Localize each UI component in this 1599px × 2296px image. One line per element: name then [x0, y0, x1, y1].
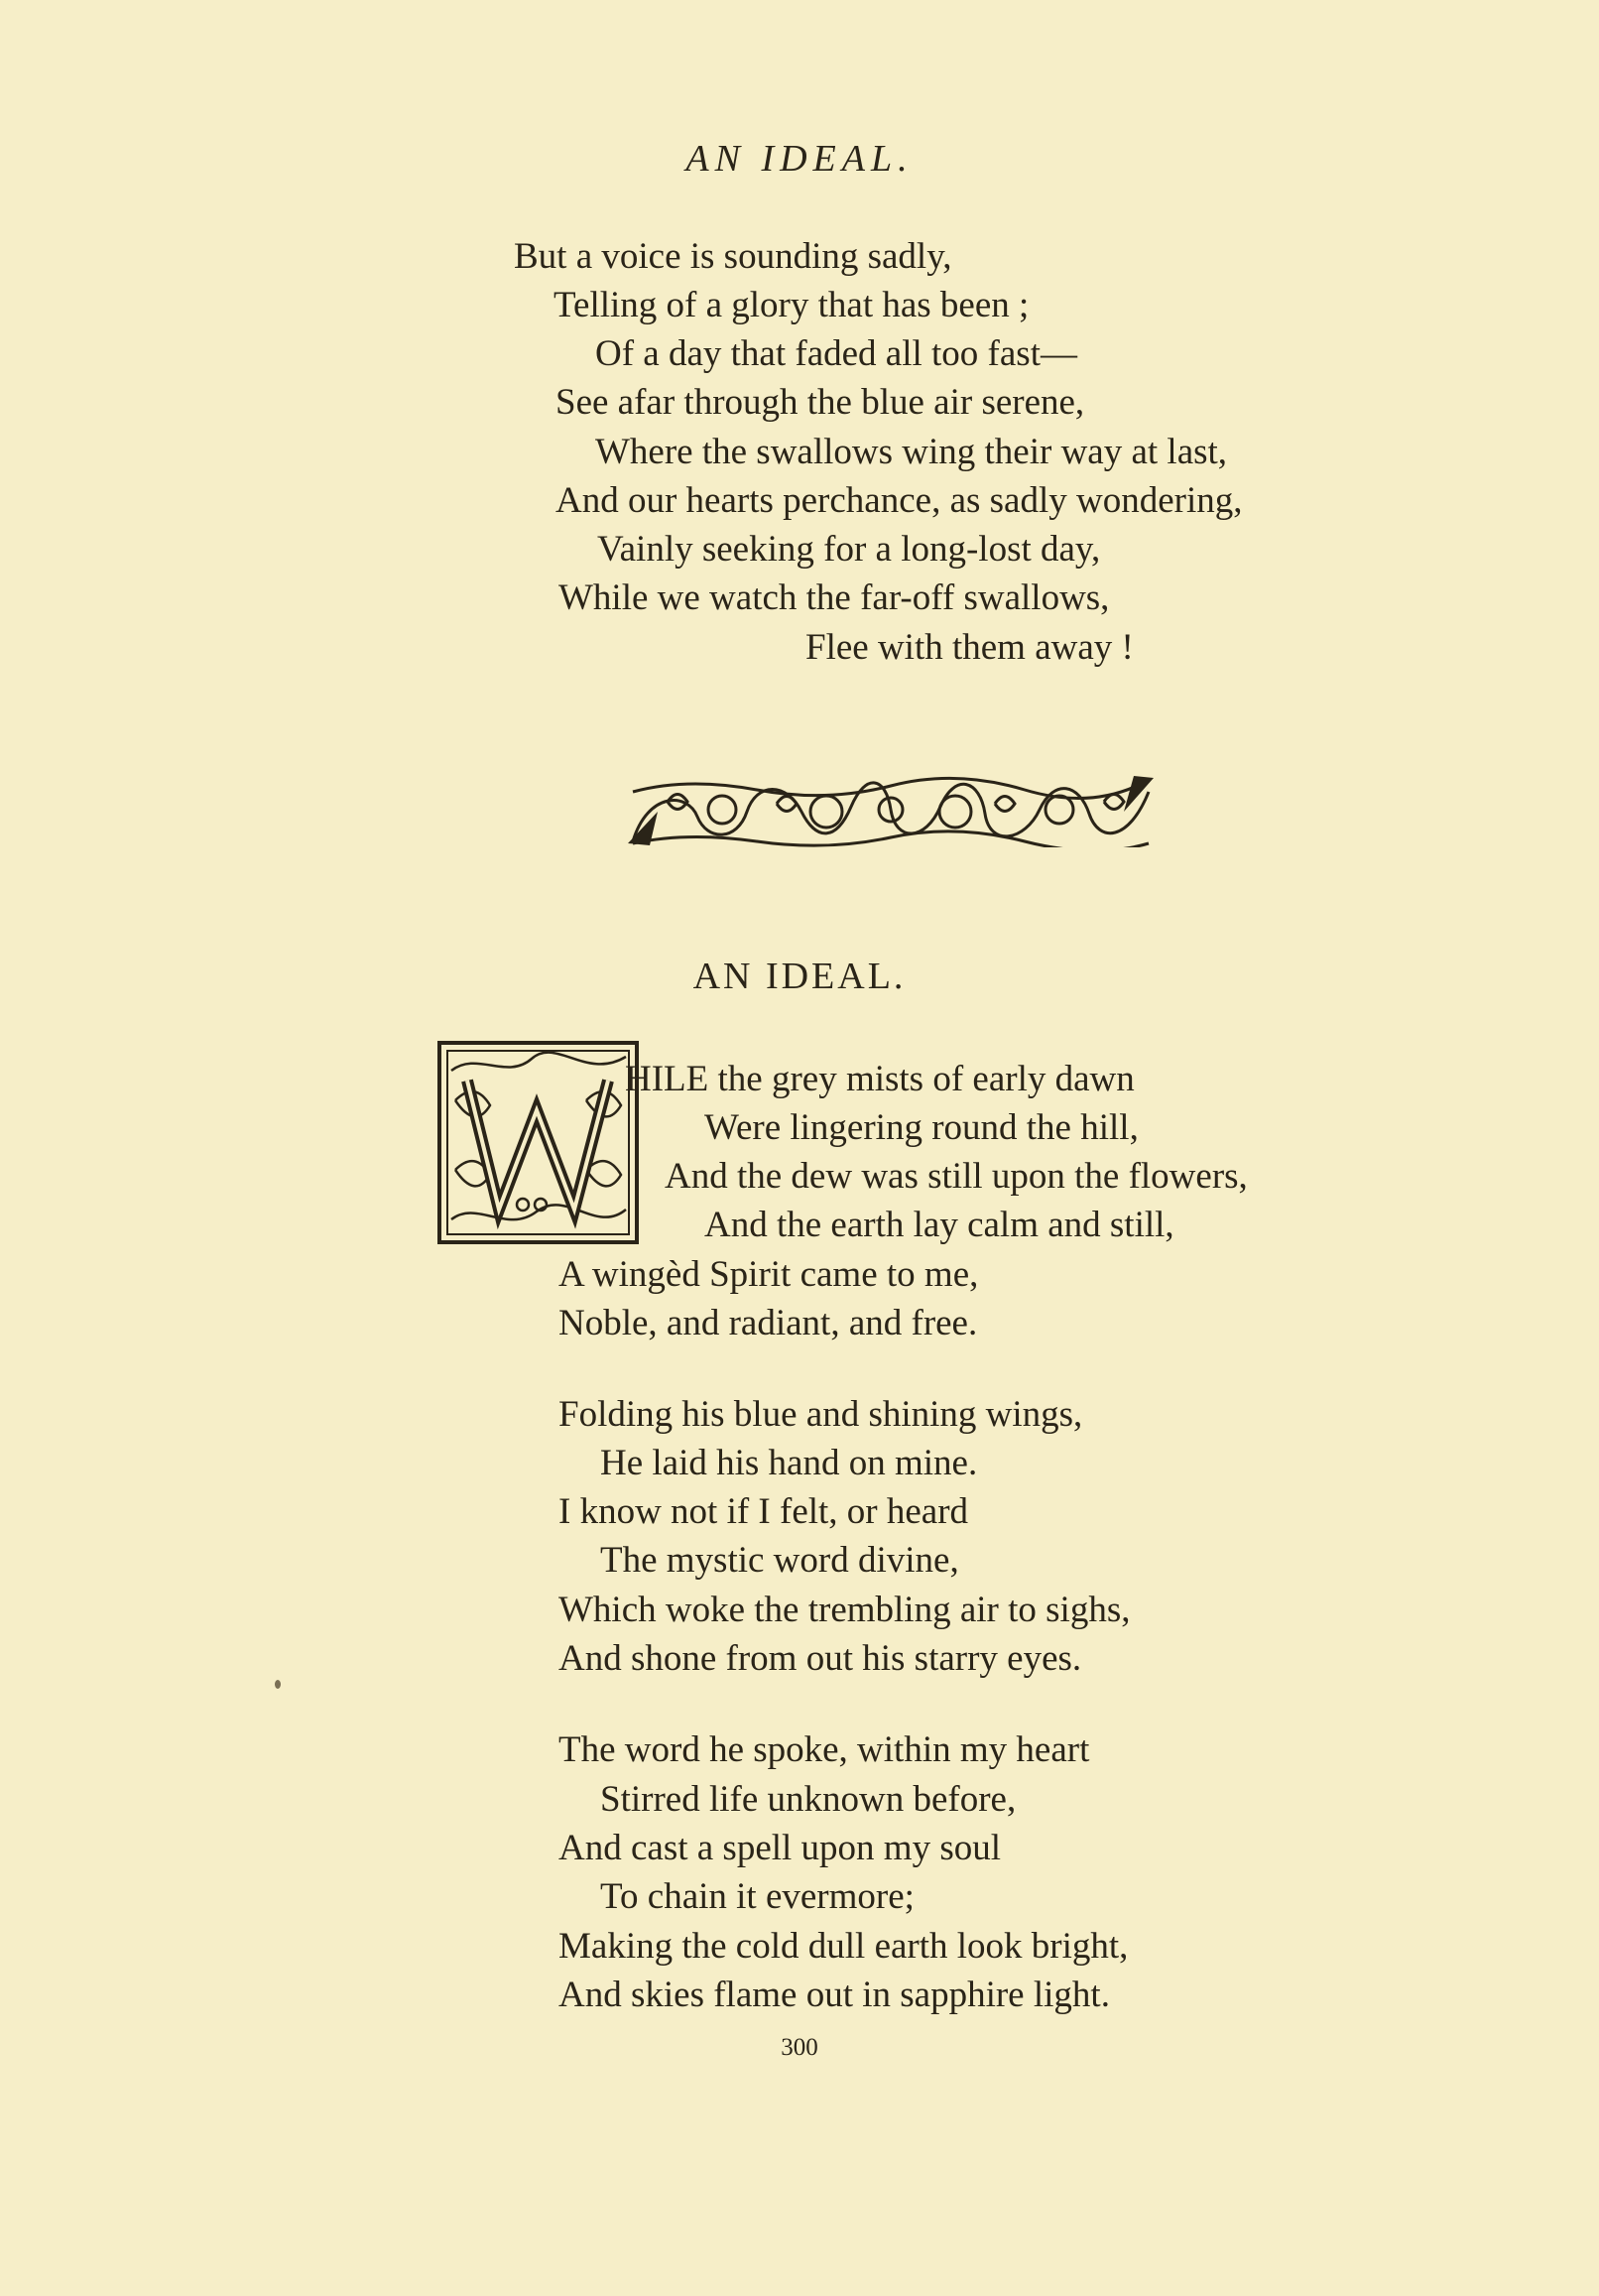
- verse-line: He laid his hand on mine.: [600, 1443, 978, 1483]
- verse-line: And our hearts perchance, as sadly wondering,: [555, 480, 1243, 521]
- verse-line: Telling of a glory that has been ;: [554, 285, 1030, 325]
- verse-line: See afar through the blue air serene,: [555, 382, 1085, 423]
- verse-line: Folding his blue and shining wings,: [558, 1394, 1083, 1435]
- verse-line: Stirred life unknown before,: [600, 1779, 1017, 1820]
- verse-line: The mystic word divine,: [600, 1540, 959, 1581]
- verse-line: Flee with them away !: [805, 627, 1134, 668]
- verse-line: While we watch the far-off swallows,: [558, 577, 1110, 618]
- verse-line: The word he spoke, within my heart: [558, 1729, 1090, 1770]
- verse-line: Where the swallows wing their way at last,: [595, 432, 1228, 472]
- verse-line: I know not if I felt, or heard: [558, 1491, 969, 1532]
- page-number: 300: [781, 2034, 818, 2061]
- poem-title: AN IDEAL.: [692, 956, 907, 997]
- verse-line: And skies flame out in sapphire light.: [558, 1975, 1110, 2015]
- verse-line: And cast a spell upon my soul: [558, 1828, 1002, 1868]
- verse-line: A wingèd Spirit came to me,: [558, 1254, 979, 1295]
- verse-line: And shone from out his starry eyes.: [558, 1638, 1082, 1679]
- verse-line: And the dew was still upon the flowers,: [665, 1156, 1248, 1197]
- verse-line: And the earth lay calm and still,: [704, 1205, 1174, 1245]
- verse-line: Of a day that faded all too fast—: [595, 333, 1077, 374]
- verse-line: Vainly seeking for a long-lost day,: [597, 529, 1101, 570]
- verse-line: Noble, and radiant, and free.: [558, 1303, 978, 1343]
- drop-cap-w-icon: [437, 1041, 639, 1244]
- decorative-scroll-ornament-icon: [628, 772, 1154, 847]
- verse-line: But a voice is sounding sadly,: [514, 236, 952, 277]
- verse-line: To chain it evermore;: [600, 1876, 915, 1917]
- verse-line: Which woke the trembling air to sighs,: [558, 1590, 1131, 1630]
- verse-line: HILE the grey mists of early dawn: [625, 1059, 1135, 1099]
- running-head: AN IDEAL.: [685, 138, 914, 180]
- verse-line: Making the cold dull earth look bright,: [558, 1926, 1129, 1967]
- verse-line: Were lingering round the hill,: [704, 1107, 1139, 1148]
- ink-speck: [275, 1680, 281, 1689]
